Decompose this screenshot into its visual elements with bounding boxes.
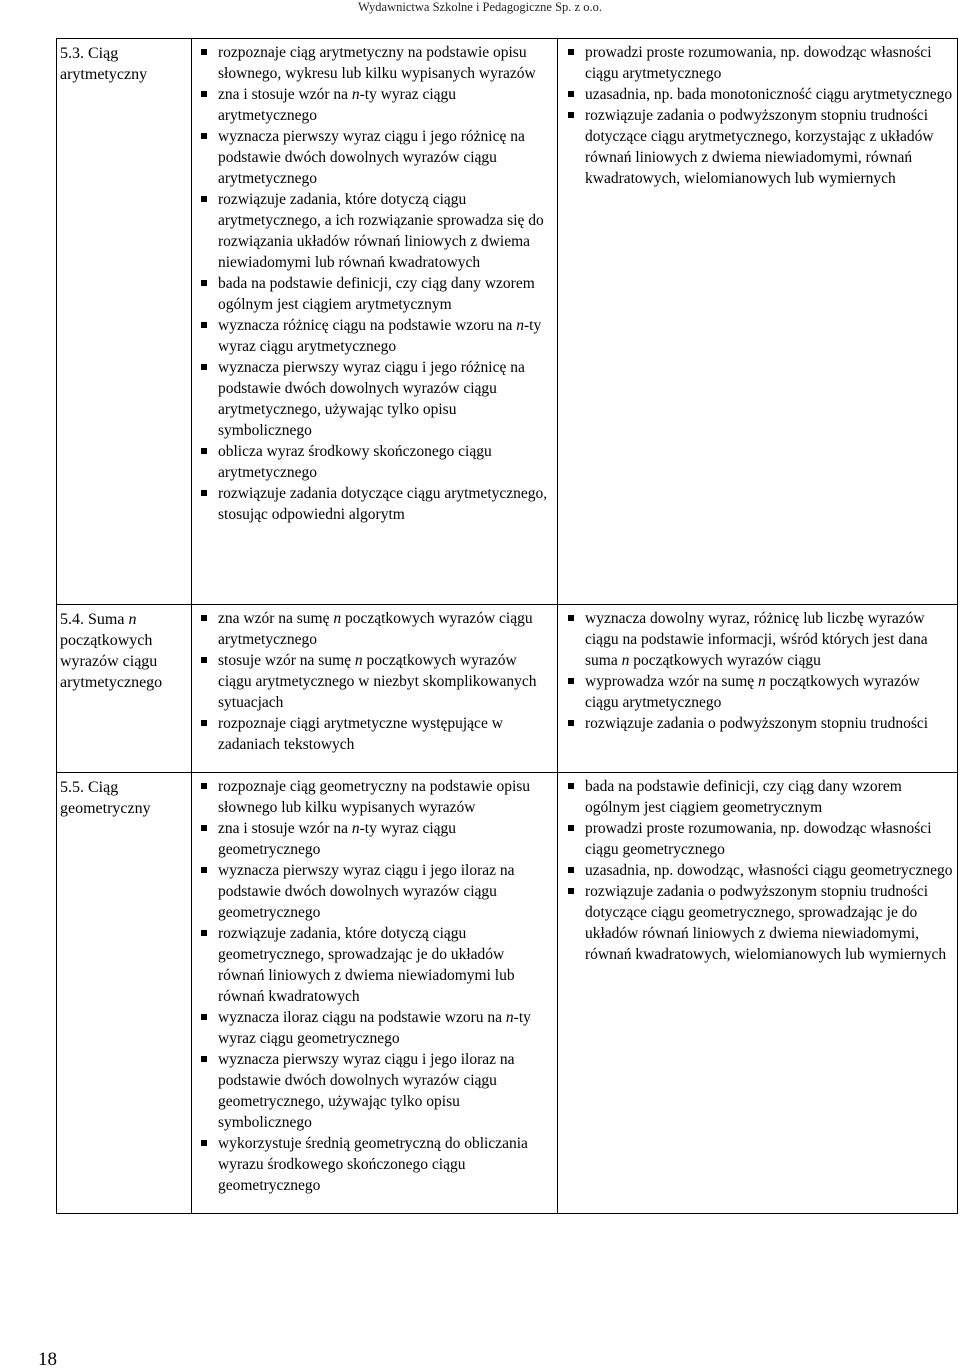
list-item: wyznacza pierwszy wyraz ciągu i jego różnicę na podstawie dwóch dowolnych wyrazów ciągu arytmetycznego [218,126,553,189]
topic-cell [57,605,192,773]
list-item: prowadzi proste rozumowania, np. dowodząc własności ciągu geometrycznego [585,818,953,860]
list-item: wyznacza dowolny wyraz, różnicę lub liczbę wyrazów ciągu na podstawie informacji, wśród których jest dana suma n początkowych wyrazów ciągu [585,608,953,671]
extended-requirements-list [558,773,957,965]
list-item: rozpoznaje ciąg arytmetyczny na podstawie opisu słownego, wykresu lub kilku wypisanych wyrazów [218,42,553,84]
list-item: wyznacza pierwszy wyraz ciągu i jego różnicę na podstawie dwóch dowolnych wyrazów ciągu arytmetycznego, używając tylko opisu symbolicznego [218,357,553,441]
list-item: bada na podstawie definicji, czy ciąg dany wzorem ogólnym jest ciągiem geometrycznym [585,776,953,818]
topic-cell [57,39,192,605]
list-item: zna i stosuje wzór na n-ty wyraz ciągu arytmetycznego [218,84,553,126]
list-item: zna wzór na sumę n początkowych wyrazów ciągu arytmetycznego [218,608,553,650]
basic-requirements-cell [192,773,558,1214]
list-item: rozwiązuje zadania o podwyższonym stopniu trudności dotyczące ciągu geometrycznego, sprowadzając je do układów równań liniowych z dwiema niewiadomymi, równań kwadratowych, wielomianowych lub wymiernych [585,881,953,965]
list-item: uzasadnia, np. bada monotoniczność ciągu arytmetycznego [585,86,953,103]
basic-requirements-cell [192,39,558,605]
list-item: rozwiązuje zadania o podwyższonym stopniu trudności [585,713,953,734]
topic-title [57,605,191,693]
list-item: stosuje wzór na sumę n początkowych wyrazów ciągu arytmetycznego w niezbyt skomplikowanych sytuacjach [218,650,553,713]
list-item: bada na podstawie definicji, czy ciąg dany wzorem ogólnym jest ciągiem arytmetycznym [218,273,553,315]
list-item: rozwiązuje zadania o podwyższonym stopniu trudności dotyczące ciągu arytmetycznego, korzystając z układów równań liniowych z dwiema niewiadomymi, równań kwadratowych, wielomianowych lub wymiernych [585,105,953,189]
extended-requirements-list [558,605,957,734]
list-item: wyprowadza wzór na sumę n początkowych wyrazów ciągu arytmetycznego [585,671,953,713]
topic-title-part: początkowych wyrazów ciągu arytmetycznego [60,632,163,691]
topic-cell [57,773,192,1214]
extended-requirements-cell [558,773,958,1214]
topic-title: 5.3. Ciąg arytmetyczny [60,45,148,83]
extended-requirements-cell [558,605,958,773]
topic-title-part: 5.4. Suma [60,611,129,628]
curriculum-table [56,38,958,1214]
table-row-5-4 [57,605,958,773]
basic-requirements-list [192,39,557,525]
table-row-5-3 [57,39,958,605]
list-item: wyznacza pierwszy wyraz ciągu i jego iloraz na podstawie dwóch dowolnych wyrazów ciągu geometrycznego, używając tylko opisu symbolicznego [218,1049,553,1133]
table-row-5-5 [57,773,958,1214]
page-number: 18 [38,1349,57,1370]
list-item: wyznacza iloraz ciągu na podstawie wzoru na n-ty wyraz ciągu geometrycznego [218,1007,553,1049]
list-item: rozwiązuje zadania, które dotyczą ciągu arytmetycznego, a ich rozwiązanie sprowadza się do rozwiązania układów równań liniowych z dwiema niewiadomymi lub równań kwadratowych [218,189,553,273]
list-item: uzasadnia, np. dowodząc, własności ciągu geometrycznego [585,862,953,879]
publisher-header: Wydawnictwa Szkolne i Pedagogiczne Sp. z o.o. [358,0,602,14]
topic-title-n: n [128,611,137,628]
list-item: wykorzystuje średnią geometryczną do obliczania wyrazu środkowego skończonego ciągu geometrycznego [218,1133,553,1196]
extended-requirements-cell [558,39,958,605]
extended-requirements-list [558,39,957,189]
basic-requirements-cell [192,605,558,773]
list-item: oblicza wyraz środkowy skończonego ciągu arytmetycznego [218,441,553,483]
list-item: rozpoznaje ciąg geometryczny na podstawie opisu słownego lub kilku wypisanych wyrazów [218,776,553,818]
basic-requirements-list [192,773,557,1196]
list-item: wyznacza różnicę ciągu na podstawie wzoru na n-ty wyraz ciągu arytmetycznego [218,315,553,357]
list-item: wyznacza pierwszy wyraz ciągu i jego iloraz na podstawie dwóch dowolnych wyrazów ciągu geometrycznego [218,860,553,923]
list-item: rozwiązuje zadania, które dotyczą ciągu geometrycznego, sprowadzając je do układów równań liniowych z dwiema niewiadomymi lub równań kwadratowych [218,923,553,1007]
list-item: rozpoznaje ciągi arytmetyczne występujące w zadaniach tekstowych [218,713,553,755]
topic-title: 5.5. Ciąg geometryczny [60,779,151,817]
list-item: prowadzi proste rozumowania, np. dowodząc własności ciągu arytmetycznego [585,42,953,84]
basic-requirements-list [192,605,557,755]
list-item: zna i stosuje wzór na n-ty wyraz ciągu geometrycznego [218,818,553,860]
list-item: rozwiązuje zadania dotyczące ciągu arytmetycznego, stosując odpowiedni algorytm [218,483,553,525]
